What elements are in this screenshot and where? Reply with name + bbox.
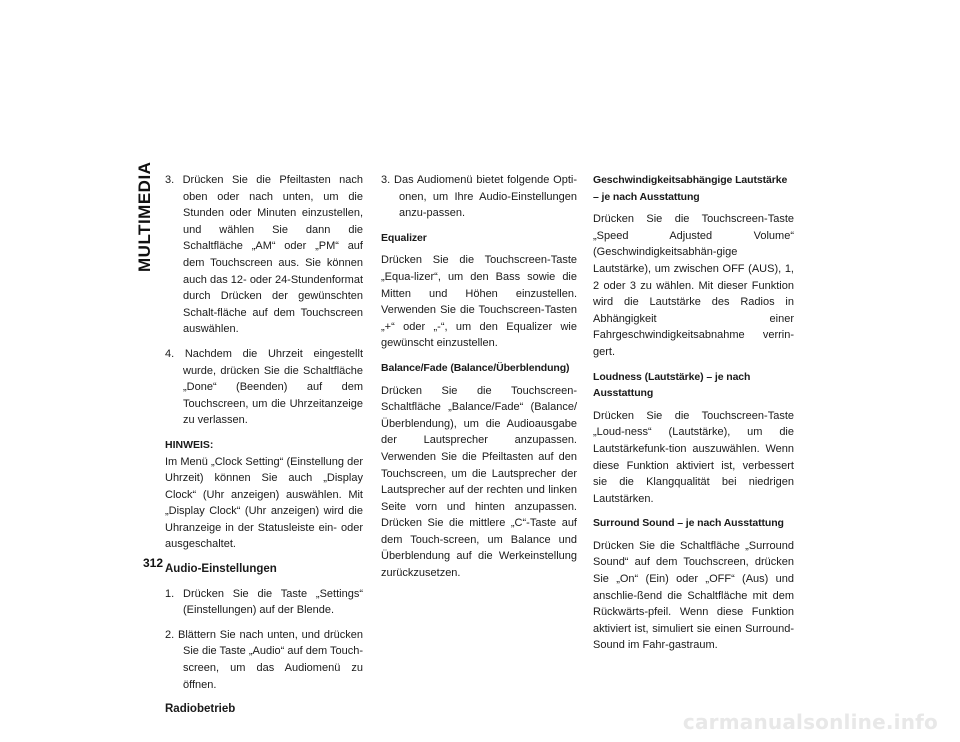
balance-text: Drücken Sie die Touchscreen-Schaltfläche „Balance/Fade“ (Balance/Überblendung), um die Audioausgabe der Lautsprecher anzupassen. Verwenden Sie die Pfeiltasten auf den Touchscreen, um die Lautsprecher der Lautsprecher auf der rechten und linken Seite vorn und hinten anzupassen. Drücken Sie die mittlere „C“-Taste auf dem Touch-screen, um Balance und Überblendung auf die Werkeinstellung zurückzusetzen. — [381, 384, 577, 580]
balance-heading: Balance/Fade (Balance/Überblendung) — [381, 361, 570, 374]
column-3 — [593, 172, 794, 662]
equalizer-heading: Equalizer — [381, 231, 427, 244]
audio-step-3: 3. Das Audiomenü bietet folgende Opti-onen, um Ihre Audio-Einstellungen anzu-passen. — [381, 174, 577, 220]
note-title: HINWEIS: — [165, 438, 214, 451]
speed-volume-text: Drücken Sie die Touchscreen-Taste „Speed Adjusted Volume“ (Geschwindigkeitsabhän-gige Lautstärke), um zwischen OFF (AUS), 1, 2 oder 3 zu wählen. Mit dieser Funktion wird die Lautstärke des Radios in Abhängigkeit einer Fahrgeschwindigkeitsabnahme verrin-gert. — [593, 213, 794, 358]
audio-settings-heading: Audio-Einstellungen — [165, 563, 277, 576]
surround-heading: Surround Sound – je nach Ausstattung — [593, 517, 784, 530]
equalizer-text: Drücken Sie die Touchscreen-Taste „Equa-lizer“, um den Bass sowie die Mitten und Höhen einzustellen. Verwenden Sie die Touchscreen-Tasten „+“ oder „-“, um den Equalizer wie gewünscht einzustellen. — [381, 254, 577, 350]
speed-volume-heading: Geschwindigkeitsabhängige Lautstärke – je nach Ausstattung — [593, 174, 788, 203]
clock-step-3: 3. Drücken Sie die Pfeiltasten nach oben oder nach unten, um die Stunden oder Minuten einzustellen, und wählen Sie dann die Schaltfläche „AM“ oder „PM“ auf dem Touchscreen aus. Sie können auch das 12- oder 24-Stundenformat durch Drücken der gewünschten Schalt-fläche auf dem Touchscreen auswählen. — [165, 174, 363, 336]
loudness-text: Drücken Sie die Touchscreen-Taste „Loud-ness“ (Lautstärke), um die Lautstärkefunk-tion auszuwählen. Wenn diese Funktion aktiviert ist, verbessert sie die Klangqualität bei niedrigen Lautstärken. — [593, 409, 794, 505]
audio-step-1: 1. Drücken Sie die Taste „Settings“ (Einstellungen) auf der Blende. — [165, 587, 363, 617]
section-tab-label: MULTIMEDIA — [135, 161, 154, 272]
clock-step-4: 4. Nachdem die Uhrzeit eingestellt wurde, drücken Sie die Schaltfläche „Done“ (Beenden) auf dem Touchscreen, um die Uhrzeitanzeige zu verlassen. — [165, 347, 363, 427]
audio-step-2: 2. Blättern Sie nach unten, und drücken Sie die Taste „Audio“ auf dem Touch-screen, um das Audiomenü zu öffnen. — [165, 628, 363, 691]
column-2 — [381, 172, 577, 590]
loudness-heading: Loudness (Lautstärke) – je nach Ausstattung — [593, 370, 751, 400]
radio-heading: Radiobetrieb — [165, 703, 236, 716]
section-tab — [133, 161, 157, 272]
note-text: Im Menü „Clock Setting“ (Einstellung der Uhrzeit) können Sie auch „Display Clock“ (Uhr anzeigen) auswählen. Mit „Display Clock“ (Uhr anzeigen) wird die Uhranzeige in der Statusleiste ein- oder ausgeschaltet. — [165, 455, 363, 551]
column-1 — [165, 172, 363, 726]
page-number: 312 — [143, 556, 164, 570]
surround-text: Drücken Sie die Schaltfläche „Surround Sound“ auf dem Touchscreen, drücken Sie „On“ (Ein) oder „OFF“ (Aus) und anschlie-ßend die Schaltfläche mit dem Rückwärts-pfeil. Wenn diese Funktion aktiviert ist, simuliert sie einen Surround-Sound im Fahr-gastraum. — [593, 539, 794, 652]
watermark: carmanualsonline.info — [682, 710, 938, 734]
